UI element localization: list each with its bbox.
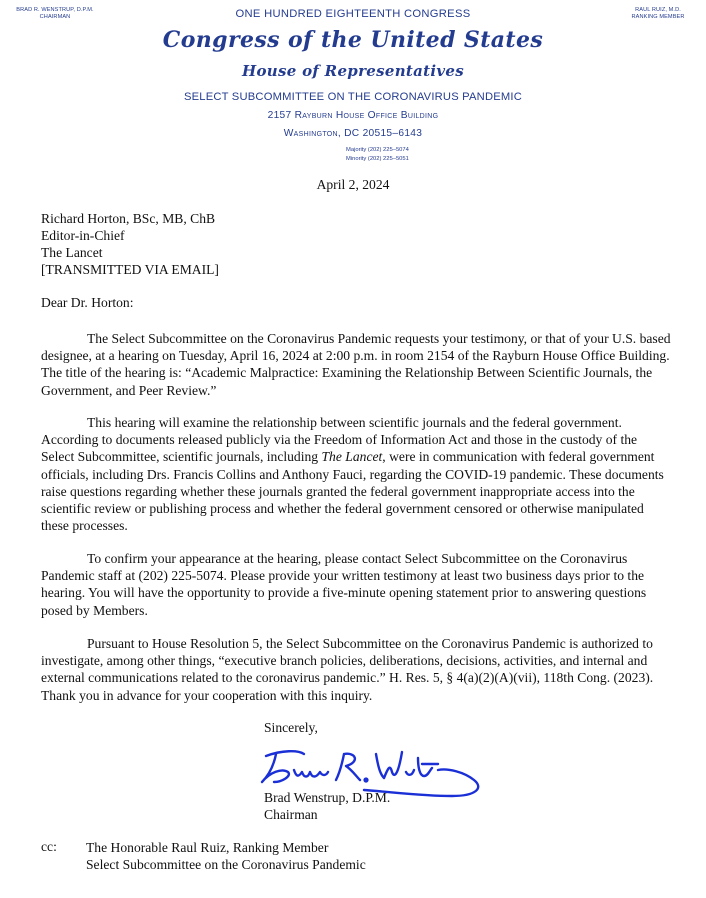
chairman-role: CHAIRMAN [39, 14, 71, 20]
paragraph-text: This hearing will examine the relationship between scientific journals and the federal government. According to documents released publicly via the Freedom of Information Act and those in the custody of the Select Subcommittee, scientific journals, including [41, 415, 638, 465]
cc-recipients [86, 839, 366, 873]
cc-line: The Honorable Raul Ruiz, Ranking Member [86, 840, 329, 855]
addressee-line: Editor-in-Chief [41, 228, 125, 243]
signer-block [264, 789, 390, 823]
letter-date: April 2, 2024 [316, 177, 390, 192]
paragraph-hearing-request: The Select Subcommittee on the Coronavirus Pandemic requests your testimony, or that of your U.S. based designee, at a hearing on Tuesday, April 16, 2024 at 2:00 p.m. in room 2154 of the Rayburn House Office Building. The title of the hearing is: “Academic Malpractice: Examining the Relationship Between Scientific Journals, the Government, and Peer Review.” [41, 331, 671, 398]
signer-name: Brad Wenstrup, D.P.M. [264, 790, 391, 805]
letterhead-title: Congress of the United States [162, 27, 544, 53]
paragraph-authority: Pursuant to House Resolution 5, the Select Subcommittee on the Coronavirus Pandemic is authorized to investigate, among other things, “executive branch policies, deliberations, decisions, activities, and internal and external communications related to the coronavirus pandemic.” H. Res. 5, § 4(a)(2)(A)(vii), 118th Cong. (2023). Thank you in advance for your cooperation with this inquiry. [41, 636, 654, 703]
address-line-1: 2157 Rayburn House Office Building [267, 110, 439, 121]
signer-title: Chairman [264, 807, 318, 822]
ranking-member-role: RANKING MEMBER [631, 14, 685, 20]
majority-phone: Majority (202) 225–5074 [346, 147, 409, 153]
minority-phone: Minority (202) 225–5051 [346, 156, 409, 162]
chairman-name: BRAD R. WENSTRUP, D.P.M. [16, 7, 94, 13]
addressee-line: Richard Horton, BSc, MB, ChB [41, 211, 216, 226]
paragraph-hearing-purpose [41, 414, 673, 534]
letterhead-house: House of Representatives [242, 62, 464, 80]
cc-line: Select Subcommittee on the Coronavirus Pandemic [86, 857, 366, 872]
addressee-line: [TRANSMITTED VIA EMAIL] [41, 262, 219, 277]
ranking-member-name: RAUL RUIZ, M.D. [635, 7, 681, 13]
journal-name: The Lancet [321, 449, 383, 465]
congress-number: ONE HUNDRED EIGHTEENTH CONGRESS [235, 8, 471, 20]
paragraph-text: , were in communication with federal government officials, including Drs. Francis Collins and Anthony Fauci, regarding the COVID-19 pandemic. These documents raise questions regarding whether these journals granted the federal government inappropriate access into the scientific review or publishing process and whether the federal government censored or otherwise manipulated these processes. [41, 449, 664, 534]
addressee-line: The Lancet [41, 245, 103, 260]
addressee-block [41, 210, 219, 278]
closing: Sincerely, [264, 720, 318, 735]
salutation: Dear Dr. Horton: [41, 295, 134, 310]
paragraph-confirmation: To confirm your appearance at the hearing, please contact Select Subcommittee on the Coronavirus Pandemic staff at (202) 225-5074. Please provide your written testimony at least two business days prior to the hearing. You will have the opportunity to provide a five-minute opening statement prior to answering questions posed by Members. [41, 551, 647, 618]
cc-label: cc: [41, 839, 57, 854]
address-line-2: Washington, DC 20515–6143 [283, 128, 423, 139]
subcommittee-name: SELECT SUBCOMMITTEE ON THE CORONAVIRUS PANDEMIC [183, 91, 523, 103]
